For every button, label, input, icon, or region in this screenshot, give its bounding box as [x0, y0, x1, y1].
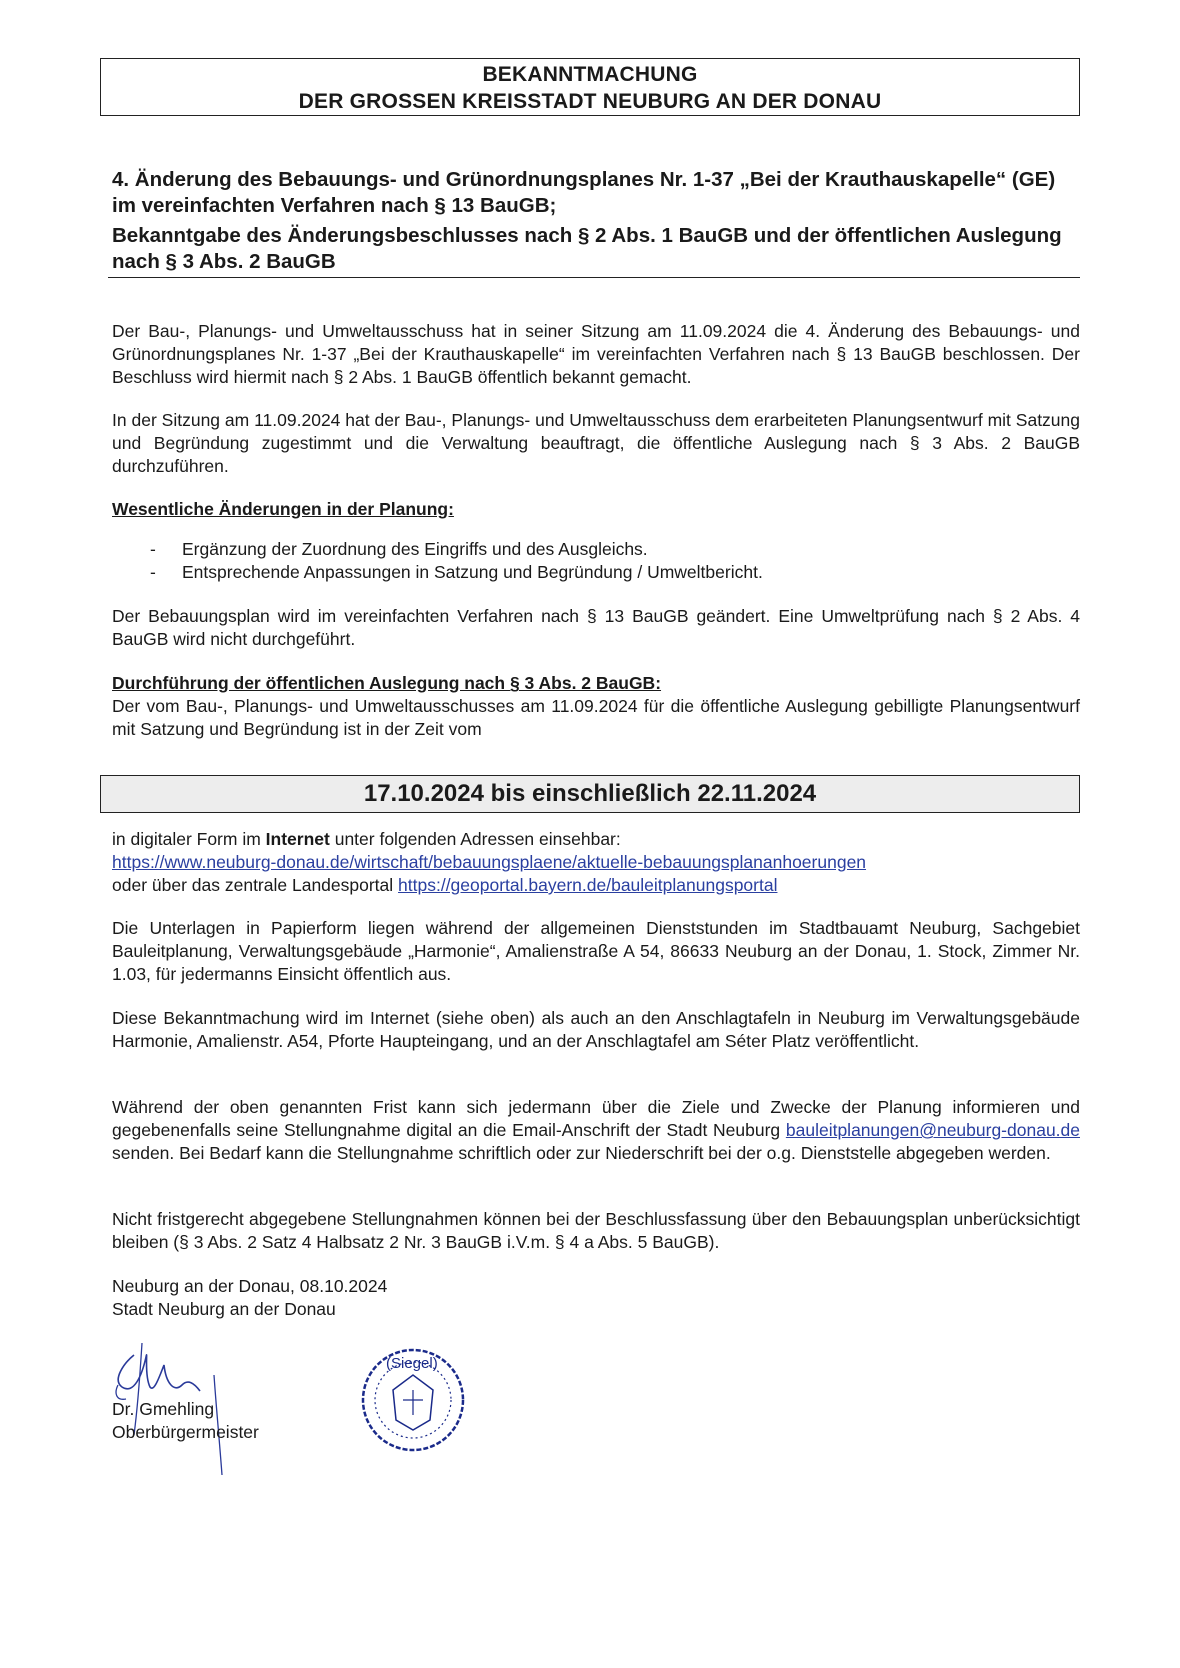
header-line-1: BEKANNTMACHUNG	[482, 63, 698, 86]
paragraph-8-post: senden. Bei Bedarf kann die Stellungnahme schriftlich oder zur Niederschrift bei der o.g. Dienststelle abgegeben werden.	[112, 1143, 1051, 1163]
paragraph-7-text: Diese Bekanntmachung wird im Internet (siehe oben) als auch an den Anschlagtafeln in Neuburg im Verwaltungsgebäude Harmonie, Amalienstr. A54, Pforte Haupteingang, und an der Anschlagtafel am Séter Platz veröffentlicht.	[112, 1008, 1080, 1051]
paragraph-8	[112, 1096, 1080, 1165]
list-item: - Ergänzung der Zuordnung des Eingriffs und des Ausgleichs.	[150, 539, 648, 559]
header-line-2: DER GROSSEN KREISSTADT NEUBURG AN DER DONAU	[298, 90, 882, 113]
url-neuburg-link[interactable]: https://www.neuburg-donau.de/wirtschaft/bebauungsplaene/aktuelle-bebauungsplananhoerungen	[112, 852, 867, 872]
date-range: 17.10.2024 bis einschließlich 22.11.2024	[363, 780, 817, 807]
header-box	[100, 58, 1080, 116]
signature-place-date	[112, 1275, 387, 1321]
paragraph-1	[112, 320, 1080, 389]
paragraph-2	[112, 409, 1080, 478]
paragraph-7	[112, 1007, 1080, 1053]
paragraph-9-text: Nicht fristgerecht abgegebene Stellungnahmen können bei der Beschlussfassung über den Bebauungsplan unberücksichtigt bleiben (§ 3 Abs. 2 Satz 4 Halbsatz 2 Nr. 3 BauGB i.V.m. § 4 a Abs. 5 BauGB).	[112, 1209, 1080, 1252]
subject-subtitle: Bekanntgabe des Änderungsbeschlusses nach § 2 Abs. 1 BauGB und der öffentlichen Auslegung nach § 3 Abs. 2 BauGB	[112, 224, 1062, 273]
subject-title: 4. Änderung des Bebauungs- und Grünordnungsplanes Nr. 1-37 „Bei der Krauthauskapelle“ (GE) im vereinfachten Verfahren nach § 13 BauGB;	[112, 168, 1056, 217]
internet-bold: Internet	[265, 829, 330, 849]
changes-list	[150, 538, 1050, 584]
url-geoportal-link[interactable]: https://geoportal.bayern.de/bauleitplanungsportal	[398, 875, 778, 895]
date-range-box	[100, 775, 1080, 813]
signer-name: Dr. Gmehling	[112, 1399, 215, 1419]
paragraph-9	[112, 1208, 1080, 1254]
paragraph-2-text: In der Sitzung am 11.09.2024 hat der Bau-, Planungs- und Umweltausschuss dem erarbeiteten Planungsentwurf mit Satzung und Begründung zugestimmt und die Verwaltung beauftragt, die öffentliche Auslegung nach § 3 Abs. 2 BauGB durchzuführen.	[112, 410, 1080, 476]
auslegung-section	[112, 672, 1080, 741]
internet-intro	[112, 828, 1080, 851]
internet-intro-pre: in digitaler Form im	[112, 829, 266, 849]
list-item-text: Ergänzung der Zuordnung des Eingriffs und des Ausgleichs.	[182, 539, 648, 559]
city-name: Stadt Neuburg an der Donau	[112, 1299, 336, 1319]
paragraph-4-text: Der vom Bau-, Planungs- und Umweltausschusses am 11.09.2024 für die öffentliche Auslegung gebilligte Planungsentwurf mit Satzung und Begründung ist in der Zeit vom	[112, 696, 1080, 739]
subject-divider	[108, 277, 1080, 278]
list-item-text: Entsprechende Anpassungen in Satzung und Begründung / Umweltbericht.	[182, 562, 763, 582]
changes-heading-text: Wesentliche Änderungen in der Planung:	[112, 499, 454, 519]
paragraph-6-text: Die Unterlagen in Papierform liegen während der allgemeinen Dienststunden im Stadtbauamt Neuburg, Sachgebiet Bauleitplanung, Verwaltungsgebäude „Harmonie“, Amalienstraße A 54, 86633 Neuburg an der Donau, 1. Stock, Zimmer Nr. 1.03, für jedermanns Einsicht öffentlich aus.	[112, 918, 1080, 984]
signature-name-block	[112, 1398, 259, 1444]
seal-label: (Siegel)	[386, 1355, 438, 1372]
subject	[112, 167, 1080, 275]
signer-role: Oberbürgermeister	[112, 1422, 259, 1442]
paragraph-3	[112, 605, 1080, 651]
paragraph-6	[112, 917, 1080, 986]
portal-text: oder über das zentrale Landesportal	[112, 875, 399, 895]
paragraph-8-pre: Während der oben genannten Frist kann sich jedermann über die Ziele und Zwecke der Planung informieren und gegebenenfalls seine Stellungnahme digital an die Email-Anschrift der Stadt Neuburg	[112, 1097, 1080, 1140]
list-item: - Entsprechende Anpassungen in Satzung und Begründung / Umweltbericht.	[150, 562, 763, 582]
changes-heading	[112, 498, 1080, 521]
place-date: Neuburg an der Donau, 08.10.2024	[112, 1276, 388, 1296]
auslegung-heading: Durchführung der öffentlichen Auslegung nach § 3 Abs. 2 BauGB:	[112, 673, 662, 693]
internet-section	[112, 828, 1080, 897]
paragraph-1-text: Der Bau-, Planungs- und Umweltausschuss hat in seiner Sitzung am 11.09.2024 die 4. Änderung des Bebauungs- und Grünordnungsplanes Nr. 1-37 „Bei der Krauthauskapelle“ im vereinfachten Verfahren nach § 13 BauGB beschlossen. Der Beschluss wird hiermit nach § 2 Abs. 1 BauGB öffentlich bekannt gemacht.	[112, 321, 1080, 387]
email-link[interactable]: bauleitplanungen@neuburg-donau.de	[785, 1120, 1080, 1140]
internet-intro-post: unter folgenden Adressen einsehbar:	[329, 829, 621, 849]
paragraph-3-text: Der Bebauungsplan wird im vereinfachten Verfahren nach § 13 BauGB geändert. Eine Umweltprüfung nach § 2 Abs. 4 BauGB wird nicht durchgeführt.	[112, 606, 1080, 649]
